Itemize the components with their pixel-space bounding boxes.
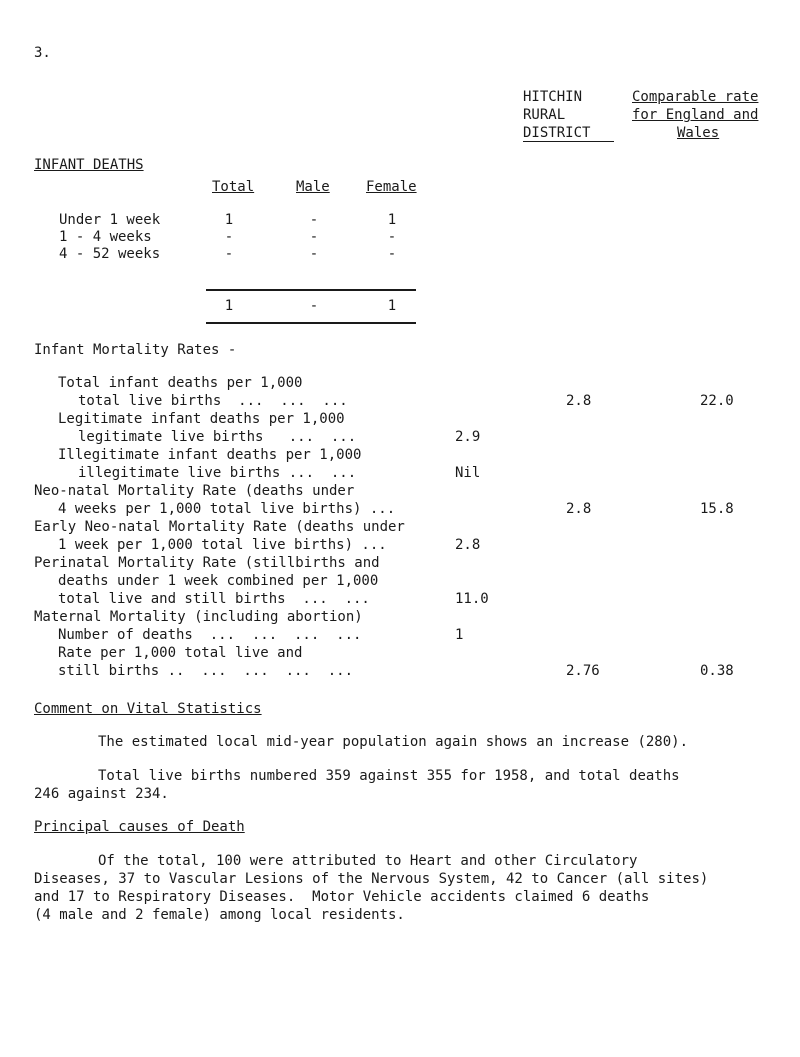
row-label: 1 - 4 weeks [59, 229, 152, 245]
header-male: Male [296, 179, 330, 195]
causes-title: Principal causes of Death [34, 819, 245, 835]
row-male: - [309, 229, 319, 245]
england-rate: 22.0 [700, 393, 734, 409]
mortality-line-text: illegitimate live births ... ... [78, 465, 357, 481]
mortality-line-text: Early Neo-natal Mortality Rate (deaths under [34, 519, 405, 535]
comparable-header-line-1: Comparable rate [632, 89, 759, 105]
totals-male: - [309, 298, 319, 314]
comparable-header-line-3: Wales [677, 125, 720, 141]
totals-female: 1 [387, 298, 397, 314]
comment-paragraph: Total live births numbered 359 against 355 for 1958, and total deaths [98, 768, 680, 784]
causes-line: Diseases, 37 to Vascular Lesions of the Nervous System, 42 to Cancer (all sites) [34, 871, 709, 887]
comment-paragraph: The estimated local mid-year population again shows an increase (280). [98, 734, 689, 750]
mortality-value: 11.0 [455, 591, 489, 607]
comment-paragraph: 246 against 234. [34, 786, 169, 802]
row-male: - [309, 246, 319, 262]
row-total: - [224, 229, 234, 245]
mortality-line-text: Perinatal Mortality Rate (stillbirths and [34, 555, 380, 571]
row-label: Under 1 week [59, 212, 161, 228]
england-rate: 0.38 [700, 663, 734, 679]
row-female: - [387, 246, 397, 262]
mortality-line-text: total live births ... ... ... [78, 393, 348, 409]
hitchin-rate: 2.8 [566, 501, 592, 517]
infant-deaths-title: INFANT DEATHS [34, 157, 144, 173]
comment-title: Comment on Vital Statistics [34, 701, 262, 717]
mortality-value: 2.8 [455, 537, 481, 553]
hitchin-header-line-1: HITCHIN [523, 89, 583, 105]
row-female: 1 [387, 212, 397, 228]
mortality-line-text: legitimate live births ... ... [78, 429, 357, 445]
hitchin-header-rule [523, 141, 614, 142]
causes-line: Of the total, 100 were attributed to Heart and other Circulatory [98, 853, 638, 869]
mortality-line-text: 1 week per 1,000 total live births) ... [58, 537, 387, 553]
mortality-line-text: 4 weeks per 1,000 total live births) ... [58, 501, 396, 517]
page-number: 3. [34, 45, 51, 61]
header-total: Total [212, 179, 255, 195]
row-female: - [387, 229, 397, 245]
mortality-value: Nil [455, 465, 481, 481]
totals-bottom-rule [206, 322, 416, 324]
row-label: 4 - 52 weeks [59, 246, 161, 262]
totals-top-rule [206, 289, 416, 291]
mortality-line-text: Maternal Mortality (including abortion) [34, 609, 363, 625]
mortality-line-text: still births .. ... ... ... ... [58, 663, 354, 679]
row-total: 1 [224, 212, 234, 228]
hitchin-header-line-3: DISTRICT [523, 125, 591, 141]
row-male: - [309, 212, 319, 228]
mortality-line-text: Neo-natal Mortality Rate (deaths under [34, 483, 355, 499]
hitchin-rate: 2.8 [566, 393, 592, 409]
hitchin-rate: 2.76 [566, 663, 600, 679]
comparable-header-line-2: for England and [632, 107, 759, 123]
hitchin-header-line-2: RURAL [523, 107, 566, 123]
mortality-value: 2.9 [455, 429, 481, 445]
mortality-line-text: Rate per 1,000 total live and [58, 645, 303, 661]
totals-total: 1 [224, 298, 234, 314]
england-rate: 15.8 [700, 501, 734, 517]
mortality-title: Infant Mortality Rates - [34, 342, 237, 358]
mortality-line-text: Legitimate infant deaths per 1,000 [58, 411, 345, 427]
mortality-line-text: total live and still births ... ... [58, 591, 370, 607]
row-total: - [224, 246, 234, 262]
mortality-line-text: Total infant deaths per 1,000 [58, 375, 303, 391]
causes-line: and 17 to Respiratory Diseases. Motor Vehicle accidents claimed 6 deaths [34, 889, 650, 905]
mortality-line-text: Illegitimate infant deaths per 1,000 [58, 447, 362, 463]
mortality-line-text: Number of deaths ... ... ... ... [58, 627, 362, 643]
mortality-line-text: deaths under 1 week combined per 1,000 [58, 573, 379, 589]
header-female: Female [366, 179, 417, 195]
mortality-value: 1 [455, 627, 464, 643]
causes-line: (4 male and 2 female) among local residents. [34, 907, 405, 923]
